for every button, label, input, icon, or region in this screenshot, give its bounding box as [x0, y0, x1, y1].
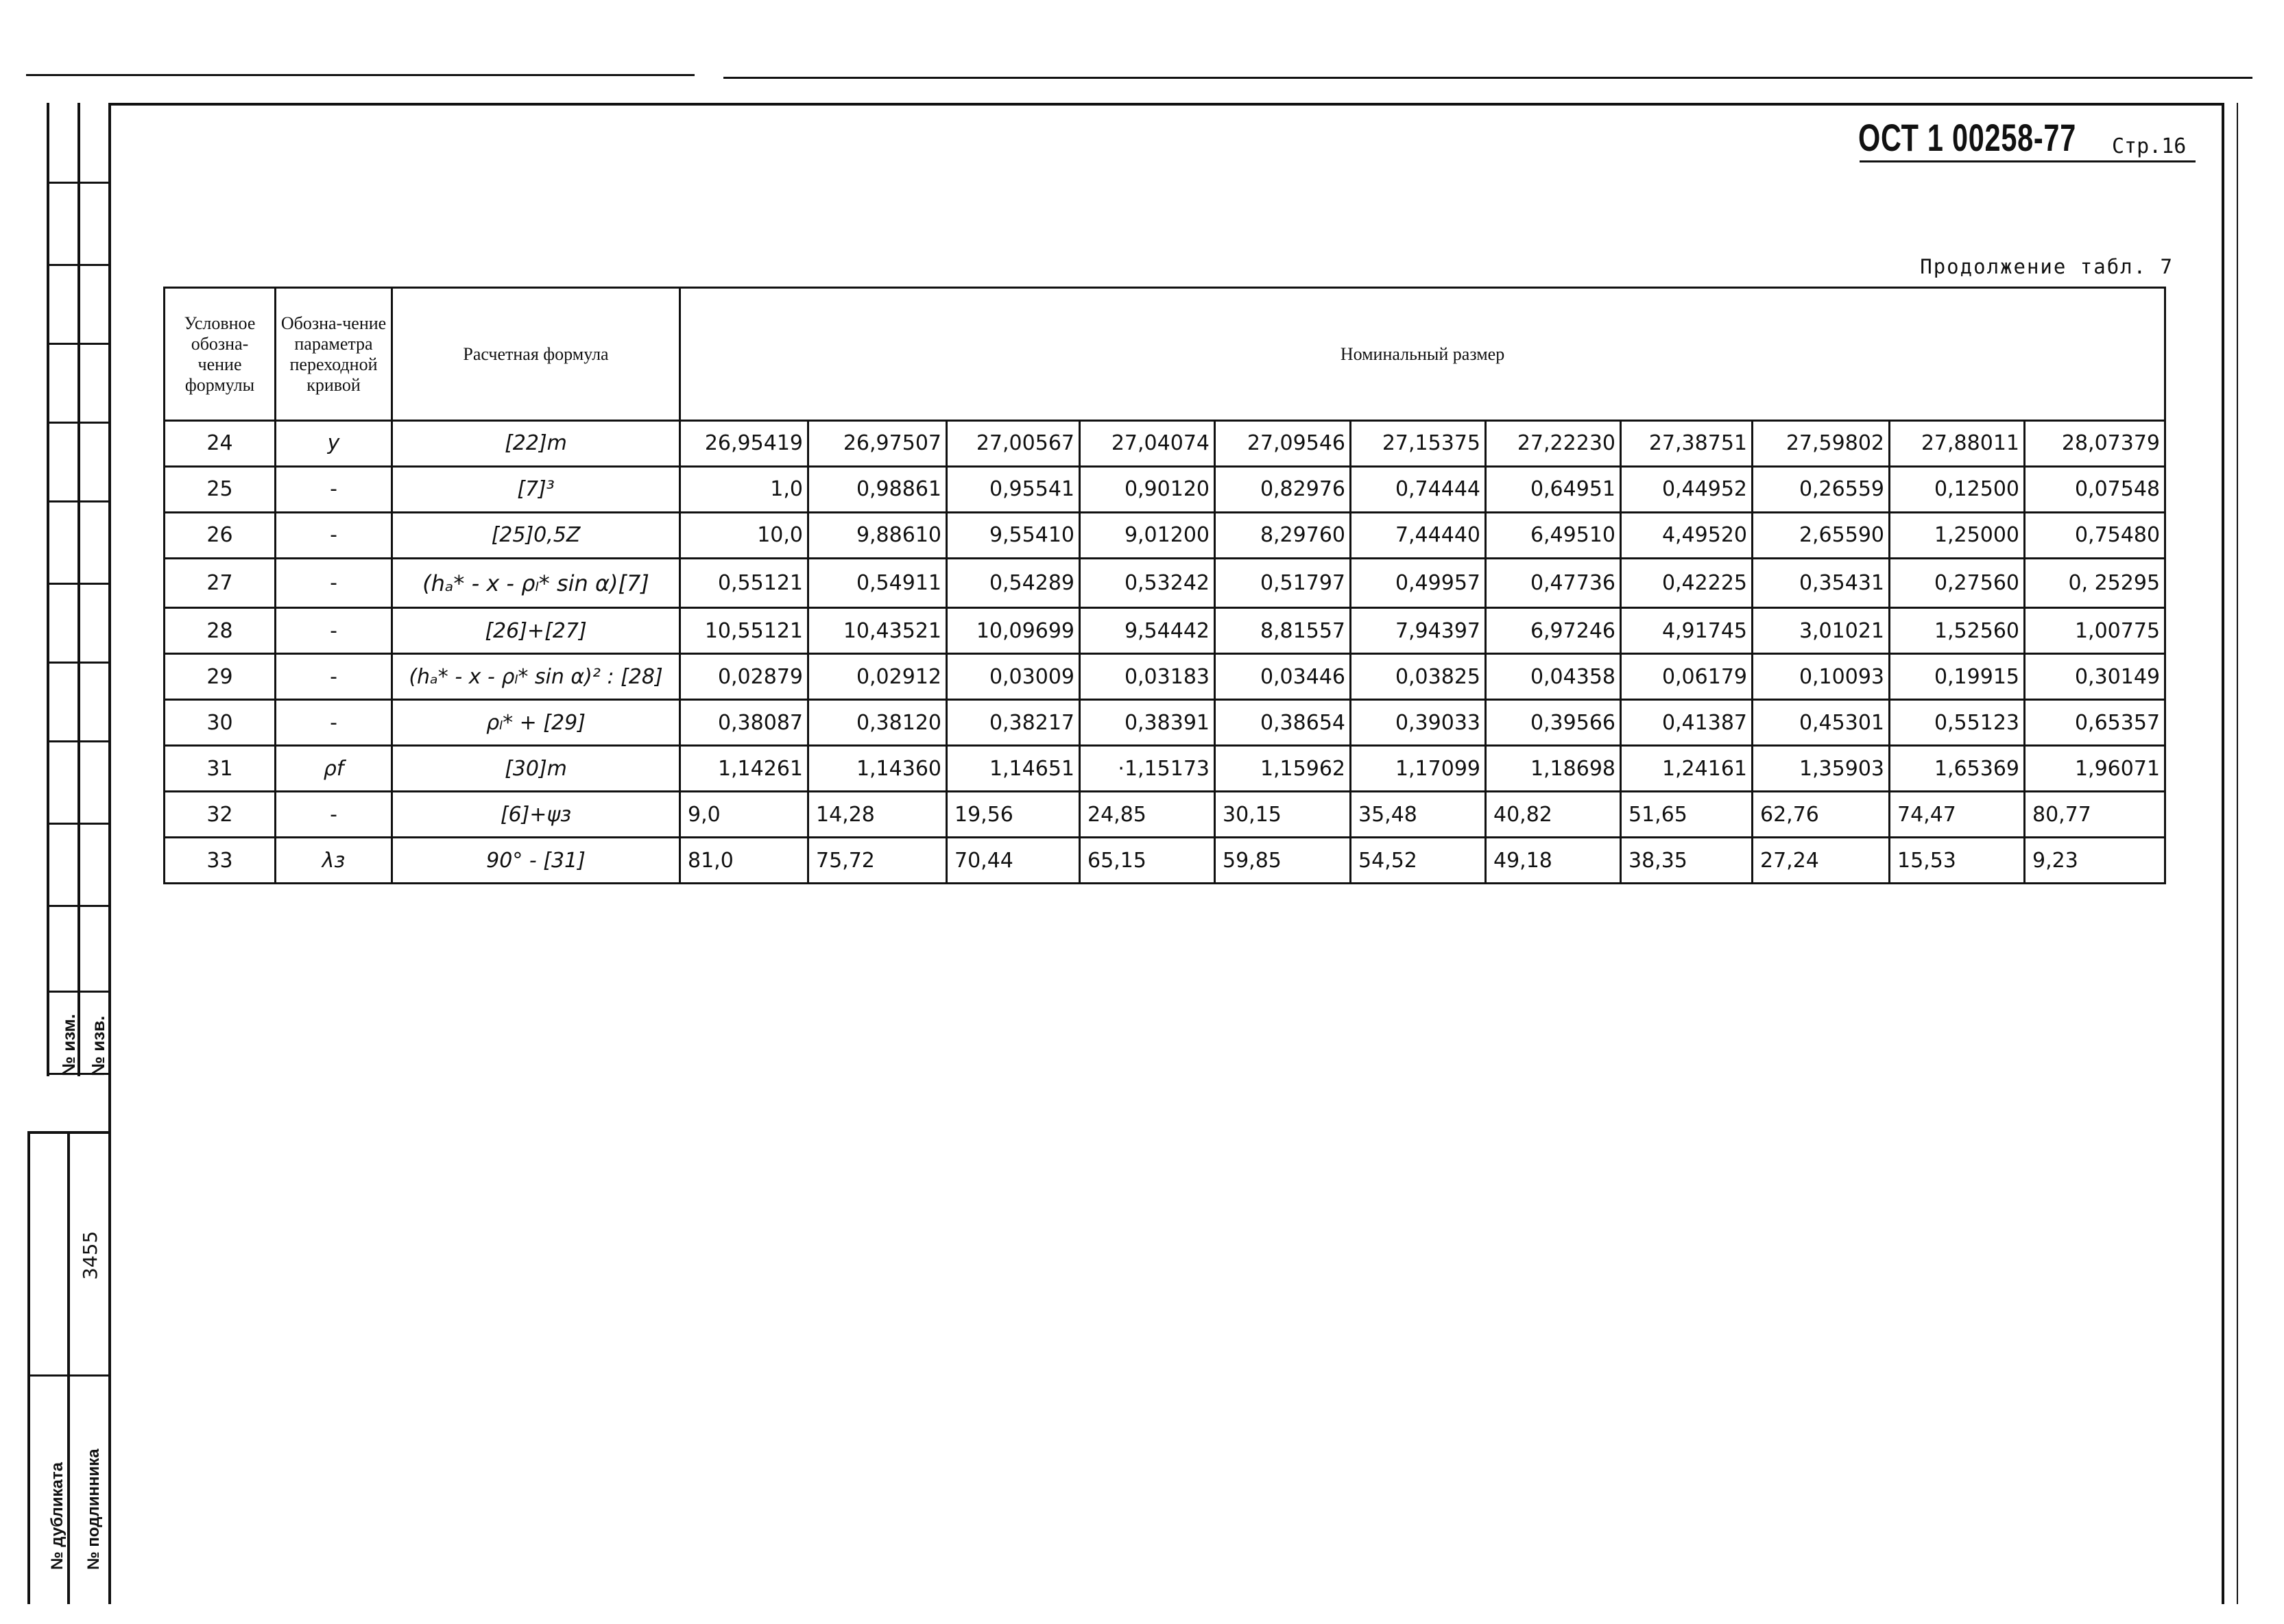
value-cell: 0,26559: [1753, 466, 1890, 512]
value-cell: 24,85: [1080, 792, 1215, 838]
value-cell: 65,15: [1080, 838, 1215, 884]
value-cell: 0,03183: [1080, 654, 1215, 700]
value-cell: 0,38217: [947, 700, 1080, 746]
table-row: [165, 654, 2165, 700]
value-cell: 0,90120: [1080, 466, 1215, 512]
value-cell: 0,03825: [1351, 654, 1486, 700]
value-cell: 27,38751: [1621, 421, 1753, 467]
value-cell: 70,44: [947, 838, 1080, 884]
row-formula: [6]+ψз: [392, 792, 680, 838]
value-cell: 27,04074: [1080, 421, 1215, 467]
frame-top: [108, 103, 2224, 106]
row-parameter: ρf: [276, 746, 392, 792]
value-cell: 26,95419: [680, 421, 808, 467]
row-parameter: y: [276, 421, 392, 467]
margin-strip-cell-line: [47, 343, 110, 345]
top-line-right: [723, 77, 2252, 79]
value-cell: 0,19915: [1890, 654, 2025, 700]
frame-right-outer: [2237, 103, 2238, 1604]
value-cell: 26,97507: [808, 421, 947, 467]
value-cell: 1,25000: [1890, 512, 2025, 558]
value-cell: 0,75480: [2025, 512, 2165, 558]
header-formula: Расчетная формула: [392, 288, 680, 421]
value-cell: 7,94397: [1351, 608, 1486, 654]
row-parameter: -: [276, 558, 392, 607]
value-cell: 0,39033: [1351, 700, 1486, 746]
row-parameter: -: [276, 792, 392, 838]
value-cell: 2,65590: [1753, 512, 1890, 558]
value-cell: 0,49957: [1351, 558, 1486, 607]
value-cell: 9,88610: [808, 512, 947, 558]
margin-strip-inner: [77, 103, 80, 1076]
value-cell: 0,03009: [947, 654, 1080, 700]
value-cell: 27,15375: [1351, 421, 1486, 467]
value-cell: 7,44440: [1351, 512, 1486, 558]
margin-strip-cell-line: [47, 905, 110, 907]
row-formula: [26]+[27]: [392, 608, 680, 654]
value-cell: 0,03446: [1215, 654, 1351, 700]
value-cell: 10,43521: [808, 608, 947, 654]
table-row: [165, 512, 2165, 558]
value-cell: 1,52560: [1890, 608, 2025, 654]
value-cell: 0,64951: [1486, 466, 1621, 512]
value-cell: 1,18698: [1486, 746, 1621, 792]
value-cell: 9,0: [680, 792, 808, 838]
lower-strip-divider: [27, 1374, 110, 1377]
value-cell: 1,96071: [2025, 746, 2165, 792]
row-parameter: λз: [276, 838, 392, 884]
value-cell: 0,42225: [1621, 558, 1753, 607]
value-cell: 3,01021: [1753, 608, 1890, 654]
value-cell: 6,49510: [1486, 512, 1621, 558]
row-formula: [22]m: [392, 421, 680, 467]
row-designation: 33: [165, 838, 276, 884]
row-formula: [30]m: [392, 746, 680, 792]
value-cell: 15,53: [1890, 838, 2025, 884]
row-parameter: -: [276, 466, 392, 512]
value-cell: 0,55121: [680, 558, 808, 607]
table-row: [165, 746, 2165, 792]
margin-strip-cell-line: [47, 264, 110, 266]
value-cell: 1,14261: [680, 746, 808, 792]
table-row: [165, 700, 2165, 746]
value-cell: 4,91745: [1621, 608, 1753, 654]
value-cell: 9,23: [2025, 838, 2165, 884]
value-cell: 62,76: [1753, 792, 1890, 838]
value-cell: 59,85: [1215, 838, 1351, 884]
value-cell: 0,39566: [1486, 700, 1621, 746]
value-cell: 9,01200: [1080, 512, 1215, 558]
value-cell: 30,15: [1215, 792, 1351, 838]
value-cell: 27,59802: [1753, 421, 1890, 467]
page-number: Стр.16: [2112, 134, 2187, 158]
table-row: [165, 792, 2165, 838]
value-cell: 8,81557: [1215, 608, 1351, 654]
row-formula: (hₐ* - x - ρₗ* sin α)² : [28]: [392, 654, 680, 700]
value-cell: 0,54911: [808, 558, 947, 607]
table-header-row: [165, 288, 2165, 421]
value-cell: 19,56: [947, 792, 1080, 838]
value-cell: 0,38120: [808, 700, 947, 746]
margin-strip-cell-line: [47, 823, 110, 825]
value-cell: 0,27560: [1890, 558, 2025, 607]
value-cell: 38,35: [1621, 838, 1753, 884]
row-formula: 90° - [31]: [392, 838, 680, 884]
value-cell: 0,53242: [1080, 558, 1215, 607]
value-cell: 0,47736: [1486, 558, 1621, 607]
value-cell: 4,49520: [1621, 512, 1753, 558]
row-formula: ρₗ* + [29]: [392, 700, 680, 746]
value-cell: 0,74444: [1351, 466, 1486, 512]
header-nominal-size: Номинальный размер: [680, 288, 2165, 421]
value-cell: 1,0: [680, 466, 808, 512]
row-designation: 31: [165, 746, 276, 792]
value-cell: 0,65357: [2025, 700, 2165, 746]
value-cell: 9,54442: [1080, 608, 1215, 654]
value-cell: 10,0: [680, 512, 808, 558]
header-parameter: Обозна-чение параметра переходной кривой: [276, 288, 392, 421]
frame-left: [108, 103, 111, 1604]
value-cell: 0,98861: [808, 466, 947, 512]
value-cell: 1,14360: [808, 746, 947, 792]
table-row: [165, 466, 2165, 512]
value-cell: 10,55121: [680, 608, 808, 654]
value-cell: 0,41387: [1621, 700, 1753, 746]
value-cell: 0,07548: [2025, 466, 2165, 512]
value-cell: 51,65: [1621, 792, 1753, 838]
value-cell: 14,28: [808, 792, 947, 838]
value-cell: 27,00567: [947, 421, 1080, 467]
value-cell: 1,17099: [1351, 746, 1486, 792]
frame-right: [2222, 103, 2224, 1604]
margin-strip-cell-line: [47, 662, 110, 664]
row-designation: 28: [165, 608, 276, 654]
value-cell: ·1,15173: [1080, 746, 1215, 792]
value-cell: 9,55410: [947, 512, 1080, 558]
margin-strip-cell-line: [47, 740, 110, 742]
value-cell: 54,52: [1351, 838, 1486, 884]
data-table: [163, 287, 2166, 884]
row-designation: 32: [165, 792, 276, 838]
value-cell: 0,82976: [1215, 466, 1351, 512]
value-cell: 75,72: [808, 838, 947, 884]
margin-label-duplicate-no: № дубликата: [48, 1462, 67, 1570]
header-underline: [1860, 160, 2196, 162]
value-cell: 0,38654: [1215, 700, 1351, 746]
value-cell: 6,97246: [1486, 608, 1621, 654]
table-row: [165, 838, 2165, 884]
margin-strip-cell-line: [47, 500, 110, 502]
value-cell: 1,00775: [2025, 608, 2165, 654]
margin-label-original-no: № подлинника: [84, 1449, 103, 1570]
row-formula: (hₐ* - x - ρₗ* sin α)[7]: [392, 558, 680, 607]
row-designation: 30: [165, 700, 276, 746]
row-formula: [7]³: [392, 466, 680, 512]
value-cell: 8,29760: [1215, 512, 1351, 558]
value-cell: 0,35431: [1753, 558, 1890, 607]
margin-label-inventory-no: 3455: [79, 1231, 101, 1280]
value-cell: 0,06179: [1621, 654, 1753, 700]
row-parameter: -: [276, 700, 392, 746]
value-cell: 80,77: [2025, 792, 2165, 838]
margin-label-notice-no: № изв.: [88, 1015, 108, 1076]
value-cell: 0,55123: [1890, 700, 2025, 746]
value-cell: 35,48: [1351, 792, 1486, 838]
value-cell: 1,35903: [1753, 746, 1890, 792]
lower-strip-left: [27, 1131, 30, 1604]
margin-strip-outer: [47, 103, 49, 1076]
value-cell: 0,30149: [2025, 654, 2165, 700]
table-row: [165, 558, 2165, 607]
margin-strip-cell-line: [47, 583, 110, 585]
row-parameter: -: [276, 512, 392, 558]
margin-label-change-no: № изм.: [58, 1014, 79, 1076]
value-cell: 0,38391: [1080, 700, 1215, 746]
row-parameter: -: [276, 654, 392, 700]
value-cell: 0,38087: [680, 700, 808, 746]
value-cell: 0,02912: [808, 654, 947, 700]
value-cell: 1,24161: [1621, 746, 1753, 792]
row-designation: 25: [165, 466, 276, 512]
value-cell: 27,22230: [1486, 421, 1621, 467]
value-cell: 0,45301: [1753, 700, 1890, 746]
value-cell: 49,18: [1486, 838, 1621, 884]
row-parameter: -: [276, 608, 392, 654]
value-cell: 0,54289: [947, 558, 1080, 607]
margin-strip-cell-line: [47, 182, 110, 184]
header-designation: Условное обозна-чение формулы: [165, 288, 276, 421]
value-cell: 27,24: [1753, 838, 1890, 884]
margin-strip-cell-line: [47, 422, 110, 424]
value-cell: 74,47: [1890, 792, 2025, 838]
table-row: [165, 421, 2165, 467]
value-cell: 40,82: [1486, 792, 1621, 838]
table-row: [165, 608, 2165, 654]
row-designation: 27: [165, 558, 276, 607]
value-cell: 0,51797: [1215, 558, 1351, 607]
value-cell: 0,02879: [680, 654, 808, 700]
value-cell: 0,12500: [1890, 466, 2025, 512]
value-cell: 28,07379: [2025, 421, 2165, 467]
value-cell: 0, 25295: [2025, 558, 2165, 607]
value-cell: 1,65369: [1890, 746, 2025, 792]
value-cell: 0,95541: [947, 466, 1080, 512]
value-cell: 10,09699: [947, 608, 1080, 654]
row-designation: 29: [165, 654, 276, 700]
row-designation: 24: [165, 421, 276, 467]
value-cell: 81,0: [680, 838, 808, 884]
value-cell: 0,44952: [1621, 466, 1753, 512]
table-continuation-label: Продолжение табл. 7: [1920, 255, 2174, 278]
margin-strip-cell-line: [47, 991, 110, 993]
value-cell: 1,15962: [1215, 746, 1351, 792]
document-code: ОСТ 1 00258-77: [1858, 116, 2077, 159]
value-cell: 1,14651: [947, 746, 1080, 792]
value-cell: 27,09546: [1215, 421, 1351, 467]
value-cell: 0,10093: [1753, 654, 1890, 700]
top-line-left: [26, 74, 695, 76]
row-formula: [25]0,5Z: [392, 512, 680, 558]
value-cell: 0,04358: [1486, 654, 1621, 700]
row-designation: 26: [165, 512, 276, 558]
value-cell: 27,88011: [1890, 421, 2025, 467]
